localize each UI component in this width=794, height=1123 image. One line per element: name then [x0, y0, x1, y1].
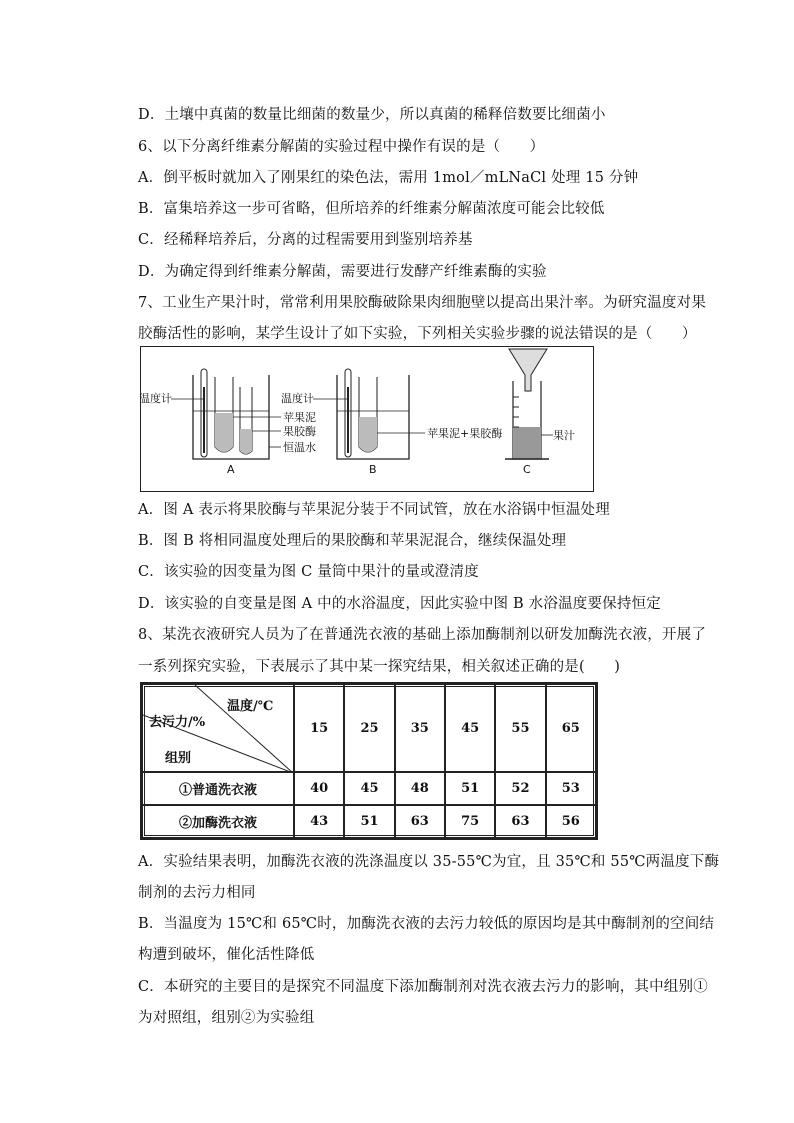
- table-row: [142, 772, 596, 805]
- question-8-option-b-line1: B．当温度为 15℃和 65℃时，加酶洗衣液的去污力较低的原因均是其中酶制剂的空间结: [138, 916, 715, 932]
- question-7-option-c: C．该实验的因变量为图 C 量筒中果汁的量或澄清度: [138, 564, 479, 580]
- value-cell: 43: [294, 805, 344, 838]
- value-cell: 63: [495, 805, 545, 838]
- value-cell: 63: [395, 805, 445, 838]
- question-8-option-b-line2: 构遭到破坏，催化活性降低: [138, 947, 315, 963]
- thermometer-label-b: 温度计: [281, 392, 314, 405]
- question-8-option-c-line2: 为对照组，组别②为实验组: [138, 1010, 315, 1026]
- temp-cell: 55: [495, 684, 545, 772]
- header-temperature: 温度/℃: [227, 699, 274, 714]
- question-7-stem-line1: 7、工业生产果汁时，常常利用果胶酶破除果肉细胞壁以提高出果汁率。为研究温度对果: [138, 295, 707, 311]
- juice-label: 果汁: [553, 429, 575, 442]
- thermometer-label-a: 温度计: [141, 392, 172, 405]
- question-8-option-a-line2: 制剂的去污力相同: [138, 885, 256, 901]
- beaker-a: [193, 369, 269, 476]
- table-row: [142, 805, 596, 838]
- temp-cell: 15: [294, 684, 344, 772]
- line-q5-option-d: D．土壤中真菌的数量比细菌的数量少，所以真菌的稀释倍数要比细菌小: [138, 107, 606, 123]
- apple-puree-label: 苹果泥: [283, 411, 316, 424]
- results-table: [140, 682, 598, 840]
- table-diagonal-header: [142, 684, 294, 772]
- question-7-option-d: D．该实验的自变量是图 A 中的水浴温度，因此实验中图 B 水浴温度要保持恒定: [138, 596, 661, 612]
- question-7-option-b: B．图 B 将相同温度处理后的果胶酶和苹果泥混合，继续保温处理: [138, 533, 567, 549]
- question-6-option-d: D．为确定得到纤维素分解菌，需要进行发酵产纤维素酶的实验: [138, 264, 547, 280]
- group-name-cell: ②加酶洗衣液: [142, 805, 294, 838]
- graduated-cylinder-c: [505, 349, 549, 476]
- value-cell: 52: [495, 772, 545, 805]
- figure-label-b: B: [369, 463, 377, 476]
- temp-cell: 35: [395, 684, 445, 772]
- value-cell: 53: [546, 772, 596, 805]
- figure-label-c: C: [523, 463, 531, 476]
- question-7-stem-line2: 胶酶活性的影响，某学生设计了如下实验，下列相关实验步骤的说法错误的是（ ）: [138, 326, 697, 342]
- group-name-cell: ①普通洗衣液: [142, 772, 294, 805]
- figure-label-a: A: [227, 463, 235, 476]
- question-6-option-a: A．倒平板时就加入了刚果红的染色法，需用 1mol／mLNaCl 处理 15 分钟: [138, 170, 639, 186]
- beaker-b: [337, 369, 409, 476]
- value-cell: 75: [445, 805, 495, 838]
- temp-cell: 25: [344, 684, 394, 772]
- question-6-option-b: B．富集培养这一步可省略，但所培养的纤维素分解菌浓度可能会比较低: [138, 201, 605, 217]
- header-detergency: 去污力/%: [149, 715, 206, 730]
- temp-cell: 65: [546, 684, 596, 772]
- question-6-option-c: C．经稀释培养后，分离的过程需要用到鉴别培养基: [138, 232, 473, 248]
- value-cell: 51: [344, 805, 394, 838]
- constant-water-label: 恒温水: [283, 441, 316, 454]
- value-cell: 51: [445, 772, 495, 805]
- value-cell: 56: [546, 805, 596, 838]
- question-6-stem: 6、以下分离纤维素分解菌的实验过程中操作有误的是（ ）: [138, 139, 545, 155]
- value-cell: 45: [344, 772, 394, 805]
- temp-cell: 45: [445, 684, 495, 772]
- value-cell: 40: [294, 772, 344, 805]
- pectinase-label: 果胶酶: [283, 425, 316, 438]
- question-8-stem-line1: 8、某洗衣液研究人员为了在普通洗衣液的基础上添加酶制剂以研发加酶洗衣液，开展了: [138, 627, 707, 643]
- question-8-stem-line2: 一系列探究实验，下表展示了其中某一探究结果，相关叙述正确的是( ): [138, 659, 621, 675]
- header-group: 组别: [165, 751, 192, 766]
- question-8-option-a-line1: A．实验结果表明，加酶洗衣液的洗涤温度以 35-55℃为宜，且 35℃和 55℃两温度下酶: [138, 854, 720, 870]
- question-8-option-c-line1: C．本研究的主要目的是探究不同温度下添加酶制剂对洗衣液去污力的影响，其中组别①: [138, 979, 708, 995]
- value-cell: 48: [395, 772, 445, 805]
- mixture-label: 苹果泥+果胶酶: [427, 427, 503, 440]
- question-7-option-a: A．图 A 表示将果胶酶与苹果泥分装于不同试管，放在水浴锅中恒温处理: [138, 502, 610, 518]
- experiment-figure: [140, 346, 594, 492]
